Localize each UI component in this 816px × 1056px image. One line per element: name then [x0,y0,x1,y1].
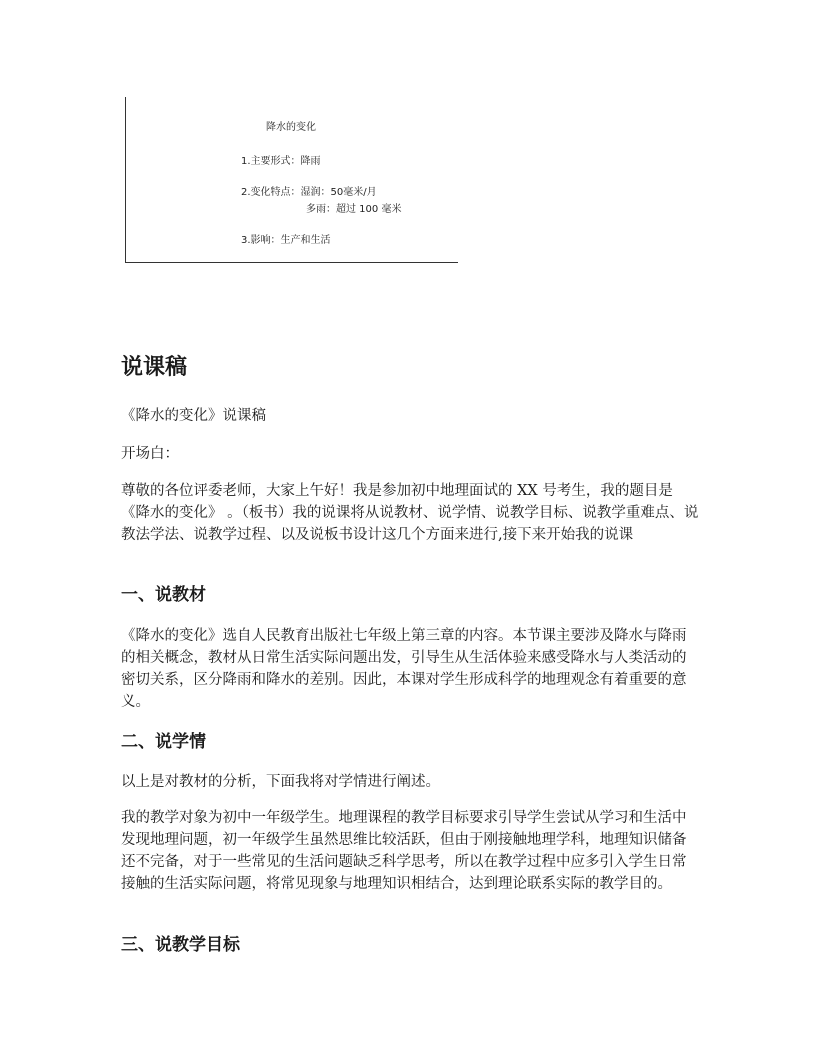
board-line-1: 1.主要形式：降雨 [241,156,321,167]
board-line-2b: 多雨：超过 100 毫米 [306,204,402,215]
document-title: 说课稿 [121,354,188,380]
section-1-paragraph: 《降水的变化》选自人民教育出版社七年级上第三章的内容。本节课主要涉及降水与降雨的相关概念，教材从日常生活实际问题出发，引导生从生活体验来感受降水与人类活动的密切关系，区分降雨和降水的差别。因此，本课对学生形成科学的地理观念有着重要的意义。 [121,628,687,710]
section-2-paragraph: 我的教学对象为初中一年级学生。地理课程的教学目标要求引导学生尝试从学习和生活中发现地理问题，初一年级学生虽然思维比较活跃，但由于刚接触地理学科，地理知识储备还不完备，对于一些常见的生活问题缺乏科学思考，所以在教学过程中应多引入学生日常接触的生活实际问题，将常见现象与地理知识相结合，达到理论联系实际的教学目的。 [121,810,687,892]
section-2-intro: 以上是对教材的分析，下面我将对学情进行阐述。 [121,774,440,790]
board-line-3: 3.影响：生产和生活 [241,235,331,246]
board-line-2a: 2.变化特点：湿润：50毫米/月 [241,187,377,198]
section-1-heading: 一、说教材 [121,585,206,605]
document-subtitle: 《降水的变化》说课稿 [121,408,266,424]
blackboard-design-image [125,97,458,263]
opening-paragraph: 尊敬的各位评委老师，大家上午好！我是参加初中地理面试的 XX 号考生，我的题目是《降水的变化》 。（板书）我的说课将从说教材、说学情、说教学目标、说教学重难点、说教法学法、说教学过程、以及说板书设计这几个方面来进行,接下来开始我的说课 [121,483,699,543]
section-3-heading: 三、说教学目标 [121,935,240,955]
board-title: 降水的变化 [266,122,316,133]
section-2-heading: 二、说学情 [121,732,206,752]
opening-label: 开场白： [121,446,179,462]
